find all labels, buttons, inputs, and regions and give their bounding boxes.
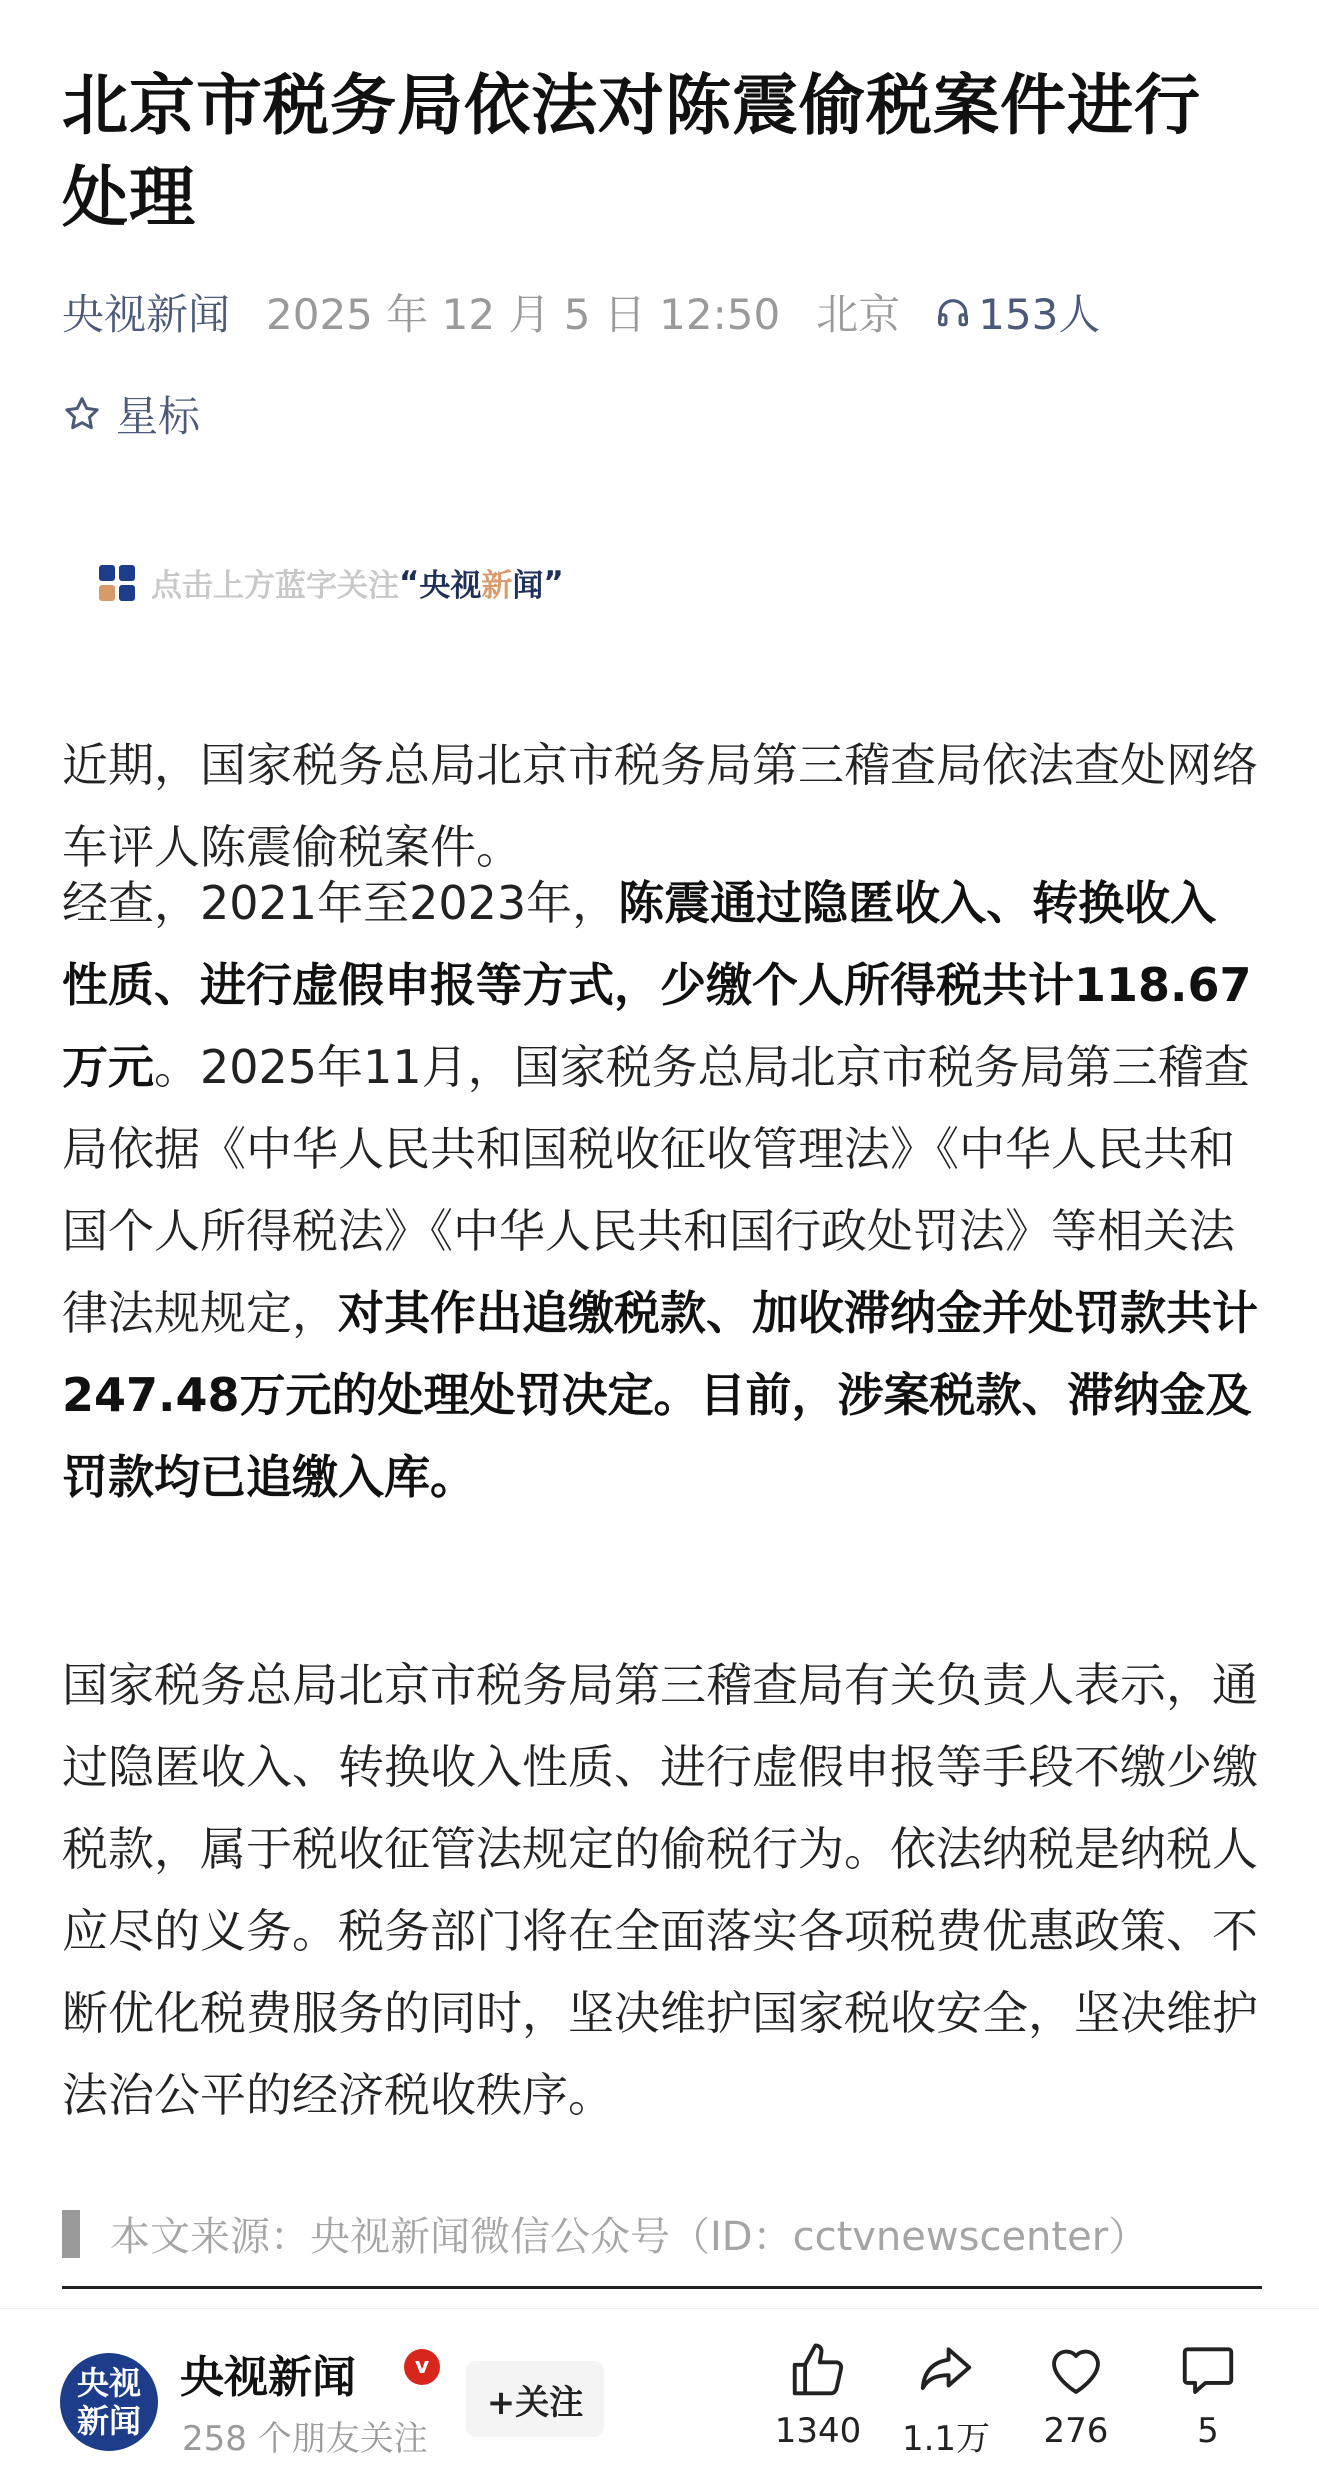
thumbs-up-icon [787, 2339, 849, 2401]
share-count: 1.1万 [901, 2419, 991, 2459]
location: 北京 [816, 290, 901, 339]
like-button[interactable] [748, 2339, 888, 2451]
divider [62, 2286, 1262, 2289]
favorite-count: 276 [1043, 2411, 1109, 2451]
banner-brand-c: 闻 [512, 568, 544, 604]
paragraph-1: 近期，国家税务总局北京市税务局第三稽查局依法查处网络车评人陈震偷税案件。 [62, 738, 1258, 874]
p2-text-c: 。2025年11月，国家税务总局北京市税务局第三稽查局依据《中华人民共和国税收征收管理法》《中华人民共和国个人所得税法》《中华人民共和国行政处罚法》等相关法律法规规定， [62, 1040, 1250, 1340]
banner-open-quote: “ [399, 564, 420, 601]
avatar-line2: 新闻 [76, 2402, 141, 2440]
follow-button[interactable]: +关注 [466, 2361, 604, 2437]
source-note [62, 2205, 1262, 2262]
banner-prefix: 点击上方蓝字关注 [151, 568, 399, 604]
comment-icon [1177, 2339, 1239, 2401]
paragraph-2 [62, 862, 1262, 1518]
star-button[interactable] [62, 384, 1262, 444]
follow-banner [97, 560, 564, 605]
friends-following: 258 个朋友关注 [182, 2419, 428, 2459]
banner-brand-b: 新 [481, 568, 513, 604]
star-label: 星标 [116, 392, 201, 441]
banner-brand-a: 央视 [419, 568, 482, 604]
share-button[interactable] [876, 2339, 1016, 2460]
share-icon [915, 2339, 977, 2401]
banner-close-quote: ” [543, 564, 564, 601]
p2-bold-a: 陈震通过隐匿收入、转换收入性质、进行虚假申报等方式，少缴个人所得税共计118.67万元 [62, 876, 1252, 1094]
like-count: 1340 [774, 2411, 862, 2451]
listen-button[interactable] [936, 282, 1100, 342]
author-name[interactable]: 央视新闻 [180, 2352, 356, 2403]
bottom-action-bar [0, 2308, 1319, 2488]
source-link[interactable]: 央视新闻 [62, 290, 231, 339]
star-icon [62, 394, 102, 434]
quote-bar [62, 2210, 80, 2258]
paragraph-3: 国家税务总局北京市税务局第三稽查局有关负责人表示，通过隐匿收入、转换收入性质、进行虚假申报等手段不缴少缴税款，属于税收征管法规定的偷税行为。依法纳税是纳税人应尽的义务。税务部门将在全面落实各项税费优惠政策、不断优化税费服务的同时，坚决维护国家税收安全，坚决维护法治公平的经济税收秩序。 [62, 1658, 1258, 2122]
source-note-text: 本文来源：央视新闻微信公众号（ID：cctvnewscenter） [110, 2214, 1149, 2260]
p2-text-a: 经查，2021年至2023年， [62, 876, 619, 930]
favorite-button[interactable] [1006, 2339, 1146, 2451]
avatar-line1: 央视 [76, 2364, 141, 2402]
article-title: 北京市税务局依法对陈震偷税案件进行处理 [62, 67, 1201, 236]
article-header [62, 60, 1262, 444]
banner-logo-icon [97, 563, 137, 603]
verified-badge-icon: v [404, 2349, 440, 2385]
headphones-icon [936, 295, 970, 329]
publish-time: 2025 年 12 月 5 日 12:50 [266, 290, 781, 339]
comment-button[interactable] [1138, 2339, 1278, 2451]
avatar[interactable] [60, 2353, 158, 2451]
comment-count: 5 [1197, 2411, 1219, 2451]
p2-bold-b: 对其作出追缴税款、加收滞纳金并处罚款共计247.48万元的处理处罚决定。目前，涉案税款、滞纳金及罚款均已追缴入库。 [62, 1286, 1258, 1504]
heart-icon [1045, 2339, 1107, 2401]
article-meta [62, 282, 1262, 342]
listener-count: 153人 [978, 290, 1101, 339]
